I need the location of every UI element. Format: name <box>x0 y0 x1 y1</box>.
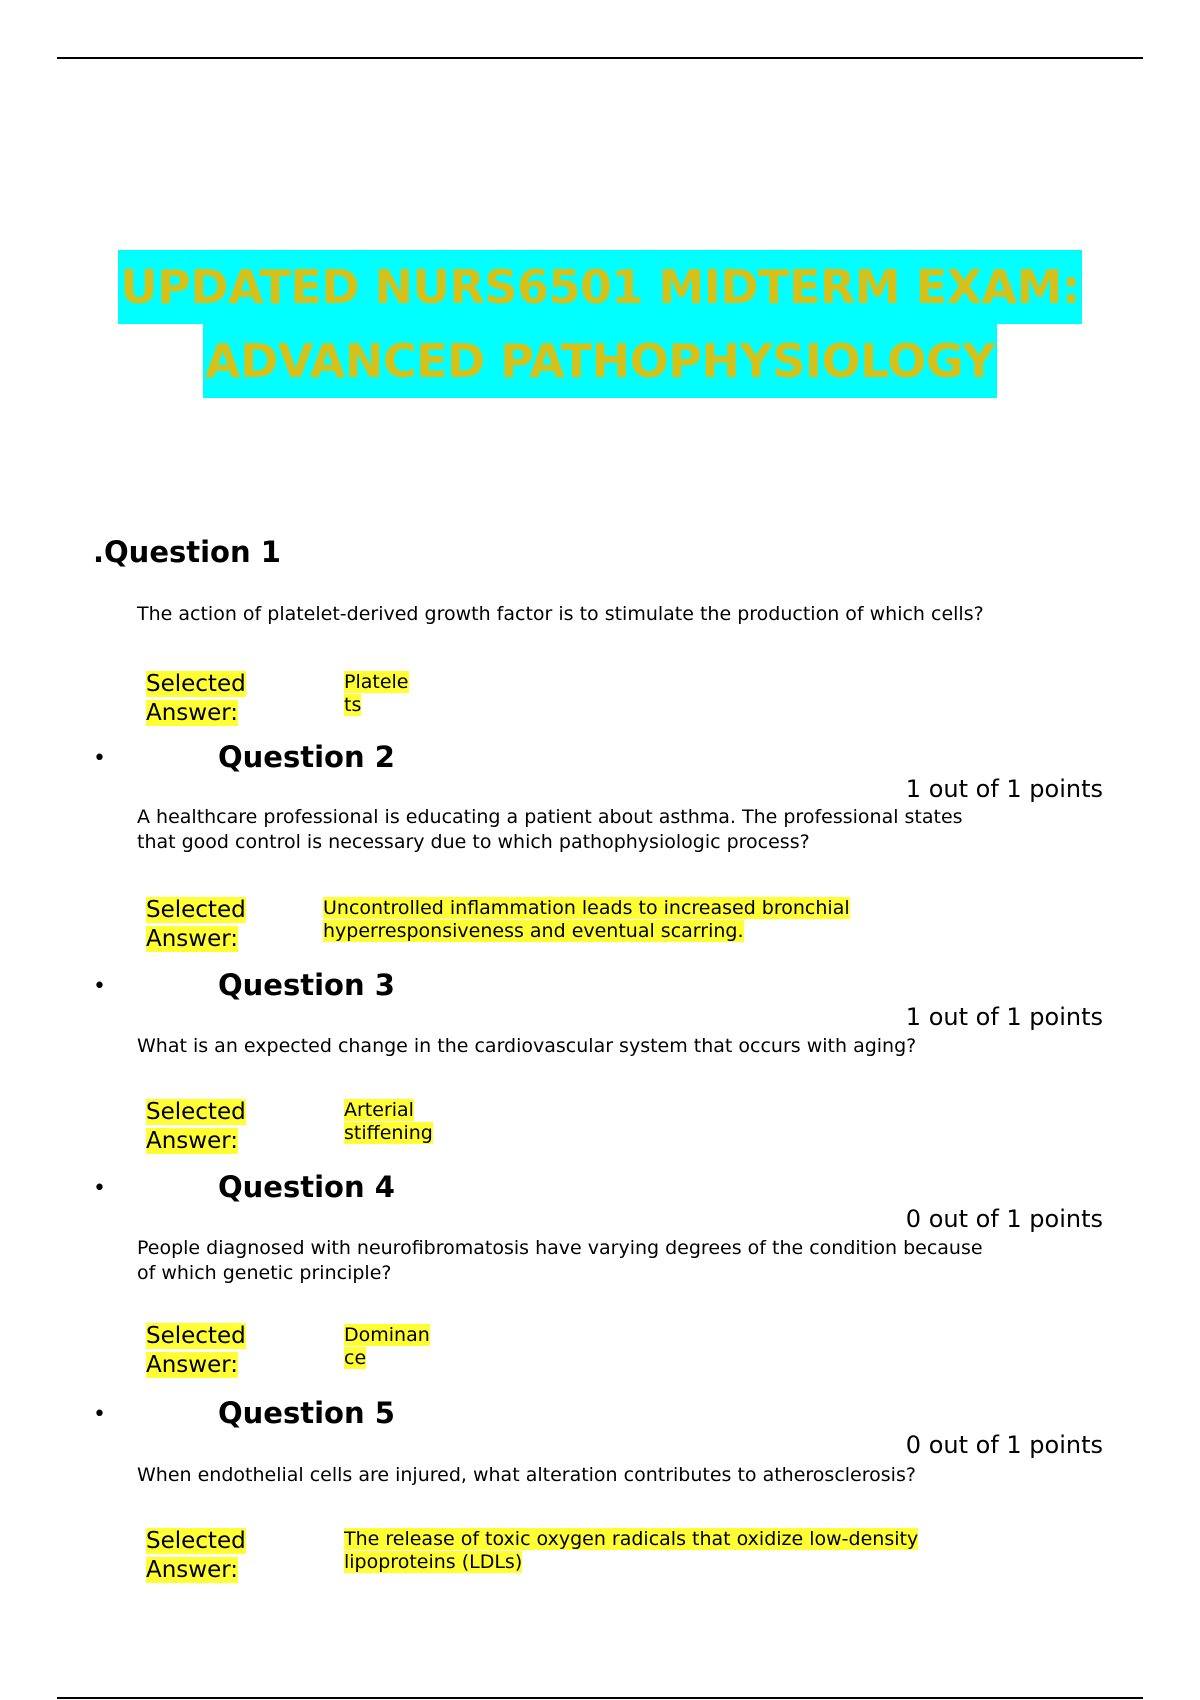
prompt-line: The action of platelet-derived growth factor is to stimulate the production of which cells? <box>137 603 984 625</box>
selected-answer-label <box>146 1098 246 1156</box>
bullet: • <box>93 1176 106 1201</box>
bullet: • <box>93 746 106 771</box>
selected-label-line: Selected <box>146 897 246 923</box>
answer-line: Arterial <box>344 1099 414 1121</box>
answer-line: ts <box>344 694 362 716</box>
answer-line: hyperresponsiveness and eventual scarring. <box>323 920 744 942</box>
selected-answer-label <box>146 896 246 954</box>
selected-label-line: Selected <box>146 1099 246 1125</box>
question-4-answer <box>344 1324 430 1370</box>
selected-label-line: Selected <box>146 1323 246 1349</box>
selected-label-line: Answer: <box>146 926 239 952</box>
prompt-line: People diagnosed with neurofibromatosis have varying degrees of the condition because <box>137 1237 983 1259</box>
selected-label-line: Selected <box>146 1528 246 1554</box>
selected-answer-label <box>146 1527 246 1585</box>
question-2-prompt <box>137 805 1037 855</box>
selected-label-line: Answer: <box>146 1352 239 1378</box>
answer-line: ce <box>344 1347 367 1369</box>
document-title <box>0 250 1200 398</box>
selected-label-line: Answer: <box>146 1128 239 1154</box>
title-line-1: UPDATED NURS6501 MIDTERM EXAM: <box>118 250 1081 324</box>
selected-answer-label <box>146 670 246 728</box>
prompt-line: of which genetic principle? <box>137 1262 392 1284</box>
question-4-heading: Question 4 <box>218 1170 395 1204</box>
answer-line: lipoproteins (LDLs) <box>344 1551 523 1573</box>
answer-line: Platele <box>344 671 409 693</box>
title-line-2: ADVANCED PATHOPHYSIOLOGY <box>203 324 997 398</box>
top-rule <box>57 57 1143 59</box>
question-4-prompt <box>137 1236 1037 1286</box>
question-1-answer <box>344 671 409 717</box>
bottom-rule <box>57 1697 1143 1699</box>
question-5-prompt <box>137 1463 1037 1488</box>
question-3-prompt <box>137 1034 1037 1059</box>
question-3-heading: Question 3 <box>218 968 395 1002</box>
selected-label-line: Answer: <box>146 700 239 726</box>
question-1-prompt <box>137 602 1037 627</box>
question-3-points: 1 out of 1 points <box>905 1003 1103 1031</box>
question-1-heading: .Question 1 <box>93 535 281 569</box>
selected-answer-label <box>146 1322 246 1380</box>
question-5-points: 0 out of 1 points <box>905 1431 1103 1459</box>
question-2-heading: Question 2 <box>218 740 395 774</box>
question-2-points: 1 out of 1 points <box>905 775 1103 803</box>
answer-line: The release of toxic oxygen radicals that oxidize low-density <box>344 1528 919 1550</box>
prompt-line: A healthcare professional is educating a patient about asthma. The professional states <box>137 806 963 828</box>
bullet: • <box>93 1402 106 1427</box>
bullet: • <box>93 974 106 999</box>
prompt-line: that good control is necessary due to which pathophysiologic process? <box>137 831 810 853</box>
answer-line: Dominan <box>344 1324 430 1346</box>
selected-label-line: Selected <box>146 671 246 697</box>
answer-line: stiffening <box>344 1122 433 1144</box>
prompt-line: What is an expected change in the cardiovascular system that occurs with aging? <box>137 1035 917 1057</box>
question-3-answer <box>344 1099 433 1145</box>
question-2-answer <box>323 897 850 943</box>
question-4-points: 0 out of 1 points <box>905 1205 1103 1233</box>
question-5-answer <box>344 1528 918 1574</box>
answer-line: Uncontrolled inflammation leads to increased bronchial <box>323 897 850 919</box>
prompt-line: When endothelial cells are injured, what alteration contributes to atherosclerosis? <box>137 1464 916 1486</box>
selected-label-line: Answer: <box>146 1557 239 1583</box>
question-5-heading: Question 5 <box>218 1396 395 1430</box>
